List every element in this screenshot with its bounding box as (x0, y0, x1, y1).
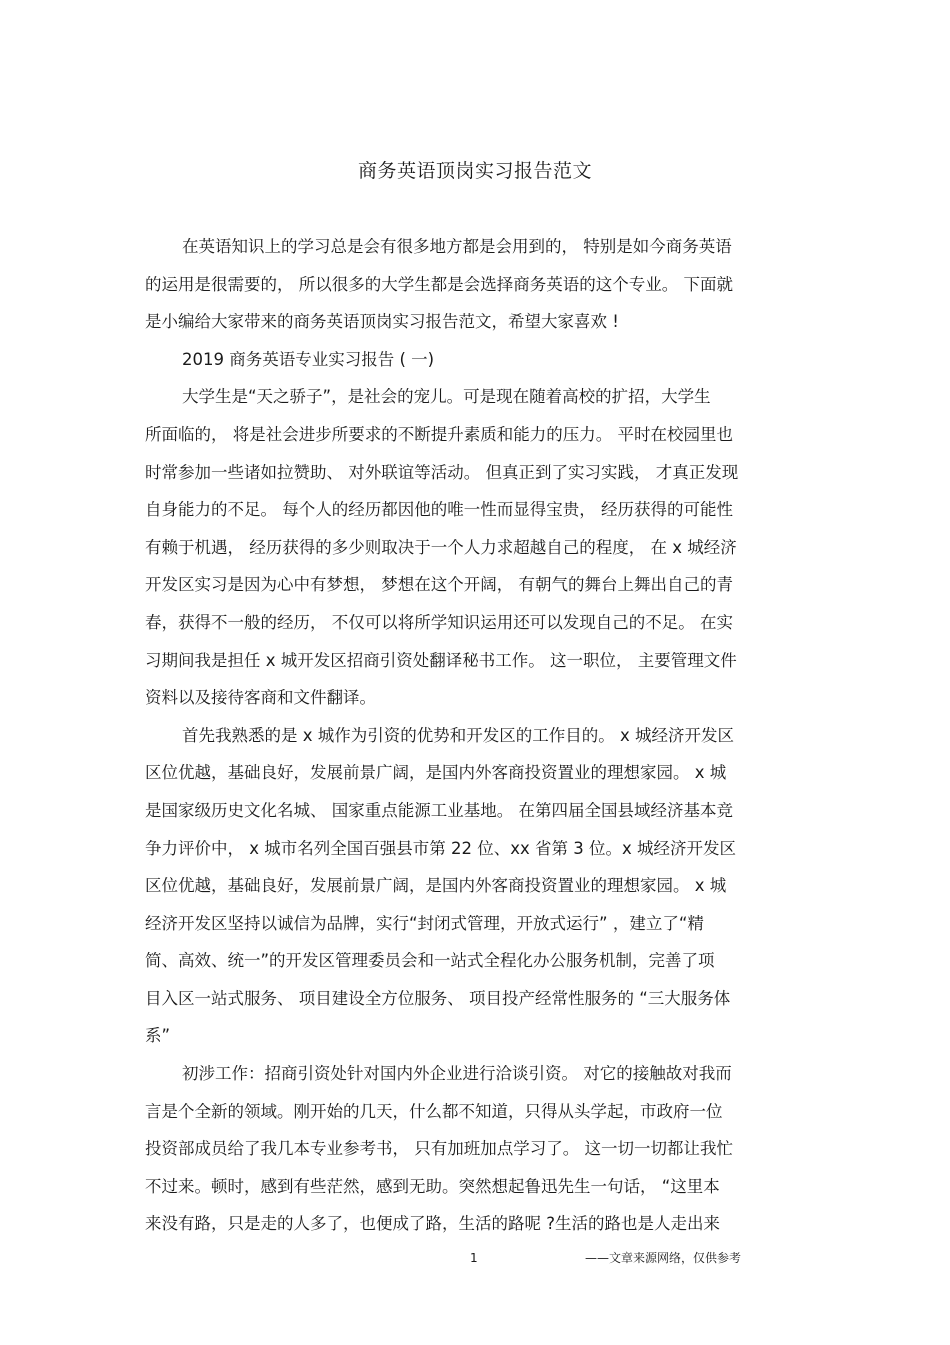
text-line: 开发区实习是因为心中有梦想， 梦想在这个开阔， 有朝气的舞台上舞出自己的青 (145, 575, 733, 595)
text-line: 是小编给大家带来的商务英语顶岗实习报告范文，希望大家喜欢 ! (145, 312, 619, 332)
text-line: 区位优越，基础良好，发展前景广阔，是国内外客商投资置业的理想家园。 x 城 (145, 763, 727, 783)
text-line: 有赖于机遇， 经历获得的多少则取决于一个人力求超越自己的程度， 在 x 城经济 (145, 537, 737, 557)
text-line: 所面临的， 将是社会进步所要求的不断提升素质和能力的压力。 平时在校园里也 (145, 424, 733, 444)
page-number: 1 (470, 1251, 478, 1265)
text-line: 在英语知识上的学习总是会有很多地方都是会用到的， 特别是如今商务英语 (182, 237, 732, 256)
text-line: 争力评价中， x 城市名列全国百强县市第 22 位、xx 省第 3 位。x 城经济开发区 (145, 838, 737, 858)
text-line: 经济开发区坚持以诚信为品牌，实行“封闭式管理，开放式运行” ，建立了“精 (145, 913, 704, 933)
text-line: 初涉工作：招商引资处针对国内外企业进行洽谈引资。 对它的接触故对我而 (182, 1064, 732, 1084)
text-line: 来没有路，只是走的人多了，也便成了路，生活的路呢 ?生活的路也是人走出来 (145, 1214, 721, 1234)
text-line: 系” (145, 1026, 171, 1046)
text-line: 时常参加一些诸如拉赞助、 对外联谊等活动。 但真正到了实习实践， 才真正发现 (145, 462, 739, 482)
text-line: 资料以及接待客商和文件翻译。 (145, 688, 376, 708)
text-line: 简、高效、统一”的开发区管理委员会和一站式全程化办公服务机制，完善了项 (145, 951, 715, 971)
text-line: 的运用是很需要的， 所以很多的大学生都是会选择商务英语的这个专业。 下面就 (145, 274, 733, 294)
text-line: 区位优越，基础良好，发展前景广阔，是国内外客商投资置业的理想家园。 x 城 (145, 876, 727, 896)
text-line: 大学生是“天之骄子”，是社会的宠儿。可是现在随着高校的扩招，大学生 (182, 387, 711, 407)
document-body (145, 228, 810, 1243)
text-line: 首先我熟悉的是 x 城作为引资的优势和开发区的工作目的。 x 城经济开发区 (182, 725, 735, 745)
footer-note: ——文章来源网络，仅供参考 (585, 1251, 742, 1265)
text-line: 言是个全新的领域。刚开始的几天，什么都不知道，只得从头学起，市政府一位 (145, 1101, 723, 1121)
text-line: 春，获得不一般的经历， 不仅可以将所学知识运用还可以发现自己的不足。 在实 (145, 612, 733, 632)
document-title: 商务英语顶岗实习报告范文 (357, 160, 592, 182)
text-line: 是国家级历史文化名城、 国家重点能源工业基地。 在第四届全国县域经济基本竞 (145, 800, 733, 820)
text-line: 2019 商务英语专业实习报告 ( 一) (182, 349, 435, 369)
text-line: 习期间我是担任 x 城开发区招商引资处翻译秘书工作。 这一职位， 主要管理文件 (145, 650, 737, 670)
text-line: 自身能力的不足。 每个人的经历都因他的唯一性而显得宝贵， 经历获得的可能性 (145, 500, 733, 520)
text-line: 投资部成员给了我几本专业参考书， 只有加班加点学习了。 这一切一切都让我忙 (145, 1139, 733, 1159)
text-line: 目入区一站式服务、 项目建设全方位服务、 项目投产经常性服务的 “三大服务体 (145, 988, 731, 1008)
text-line: 不过来。顿时，感到有些茫然，感到无助。突然想起鲁迅先生一句话， “这里本 (145, 1176, 720, 1196)
